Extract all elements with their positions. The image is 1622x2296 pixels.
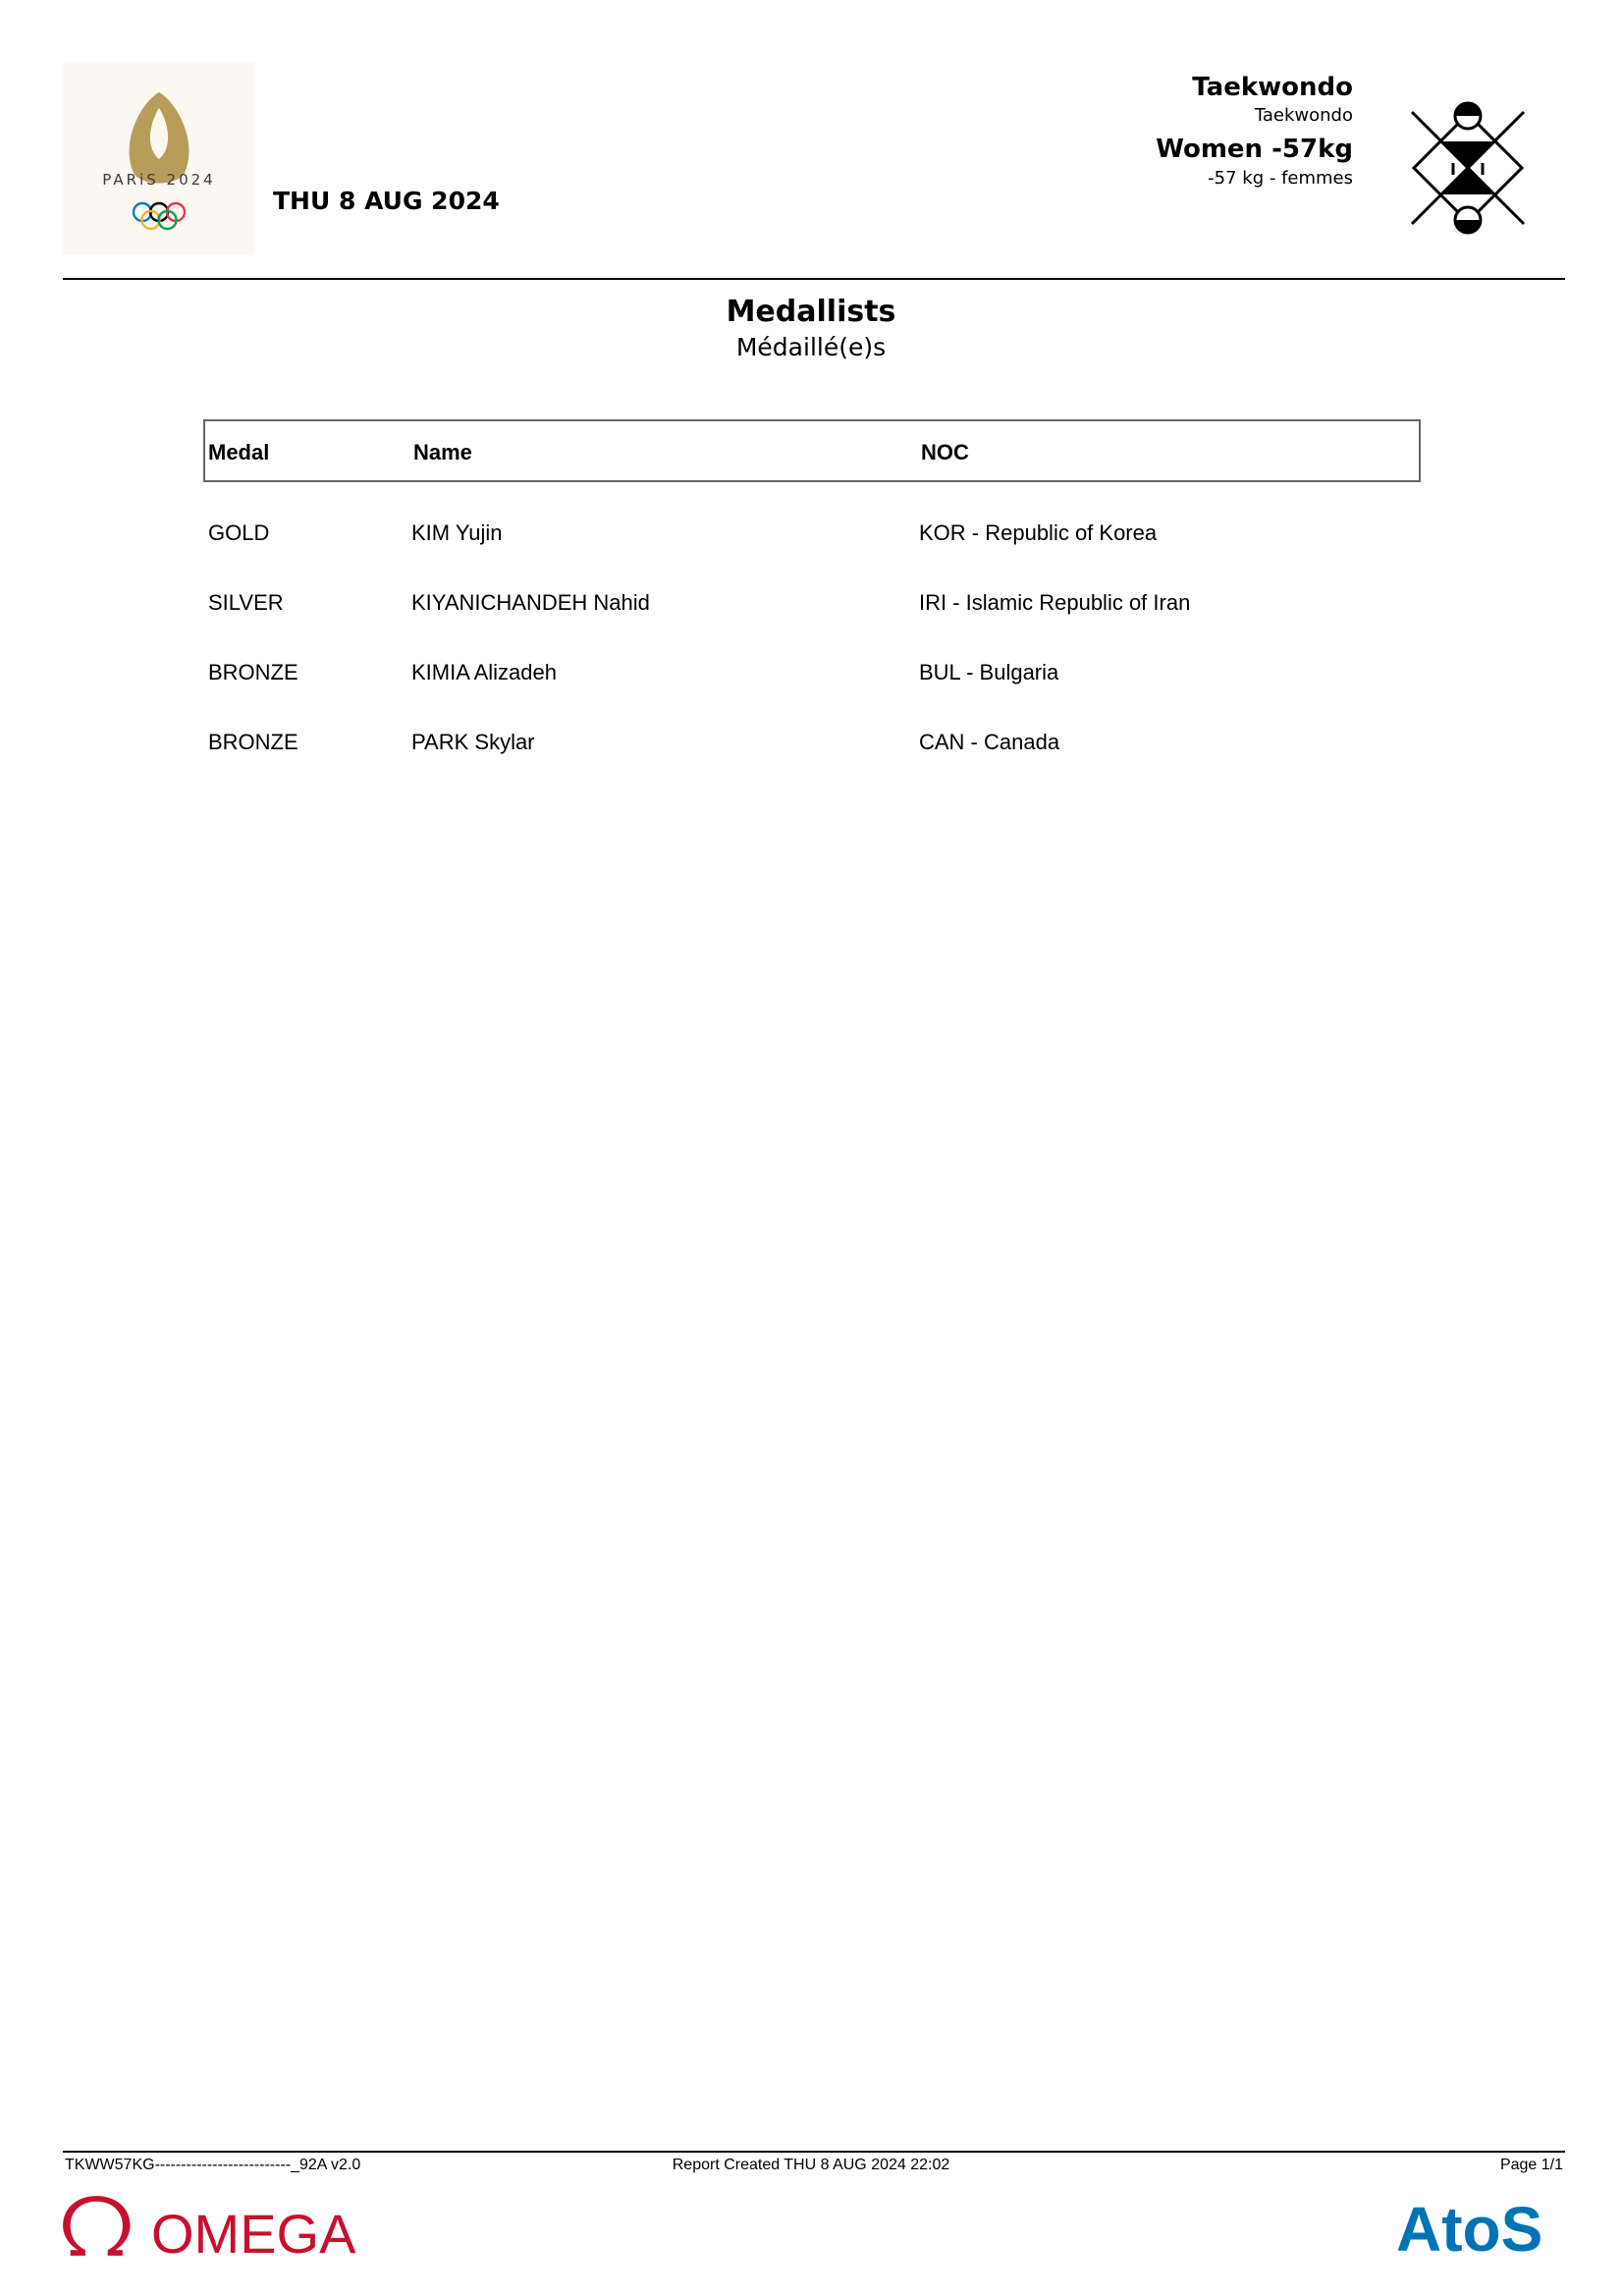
report-code: TKWW57KG--------------------------_92A v2.0: [65, 2157, 361, 2173]
page-number: Page 1/1: [1499, 2157, 1563, 2173]
paris-2024-logo: [63, 63, 255, 255]
table-row: [203, 590, 1421, 626]
medal-cell: BRONZE: [208, 660, 298, 684]
paris-2024-wordmark: PARiS 2024: [102, 171, 216, 189]
omega-symbol-icon: [63, 2196, 130, 2256]
medal-cell: GOLD: [208, 520, 270, 545]
event-header: [1156, 71, 1353, 191]
paris-2024-logo-icon: [63, 63, 255, 255]
header-divider: [63, 278, 1565, 280]
sport-name: Taekwondo: [1192, 73, 1353, 102]
noc-cell: IRI - Islamic Republic of Iran: [919, 590, 1191, 615]
event-name-fr: -57 kg - femmes: [1208, 168, 1353, 189]
column-header-medal: Medal: [208, 440, 270, 465]
event-name: Women -57kg: [1156, 135, 1353, 164]
event-date: THU 8 AUG 2024: [273, 187, 500, 215]
table-header: [203, 419, 1421, 482]
noc-cell: KOR - Republic of Korea: [919, 520, 1158, 545]
table-row: [203, 730, 1421, 765]
atos-logo: [1394, 2190, 1571, 2269]
name-cell: PARK Skylar: [411, 730, 535, 754]
name-cell: KIYANICHANDEH Nahid: [411, 590, 650, 615]
table-row: [203, 520, 1421, 556]
title-fr: Médaillé(e)s: [735, 333, 887, 361]
table-row: [203, 660, 1421, 695]
omega-wordmark: OMEGA: [151, 2203, 356, 2263]
medal-cell: SILVER: [208, 590, 284, 615]
name-cell: KIM Yujin: [411, 520, 503, 545]
footer-divider: [63, 2151, 1565, 2153]
noc-cell: CAN - Canada: [919, 730, 1060, 754]
page-title: [0, 293, 1622, 363]
sport-name-fr: Taekwondo: [1254, 105, 1353, 126]
title-en: Medallists: [726, 295, 896, 329]
name-cell: KIMIA Alizadeh: [411, 660, 557, 684]
medal-cell: BRONZE: [208, 730, 298, 754]
column-header-name: Name: [413, 440, 472, 465]
omega-logo: [61, 2194, 405, 2263]
column-header-noc: NOC: [921, 440, 969, 465]
report-created: Report Created THU 8 AUG 2024 22:02: [672, 2157, 950, 2173]
noc-cell: BUL - Bulgaria: [919, 660, 1059, 684]
taekwondo-pictogram-icon: [1394, 94, 1541, 242]
atos-wordmark: AtoS: [1396, 2194, 1543, 2265]
